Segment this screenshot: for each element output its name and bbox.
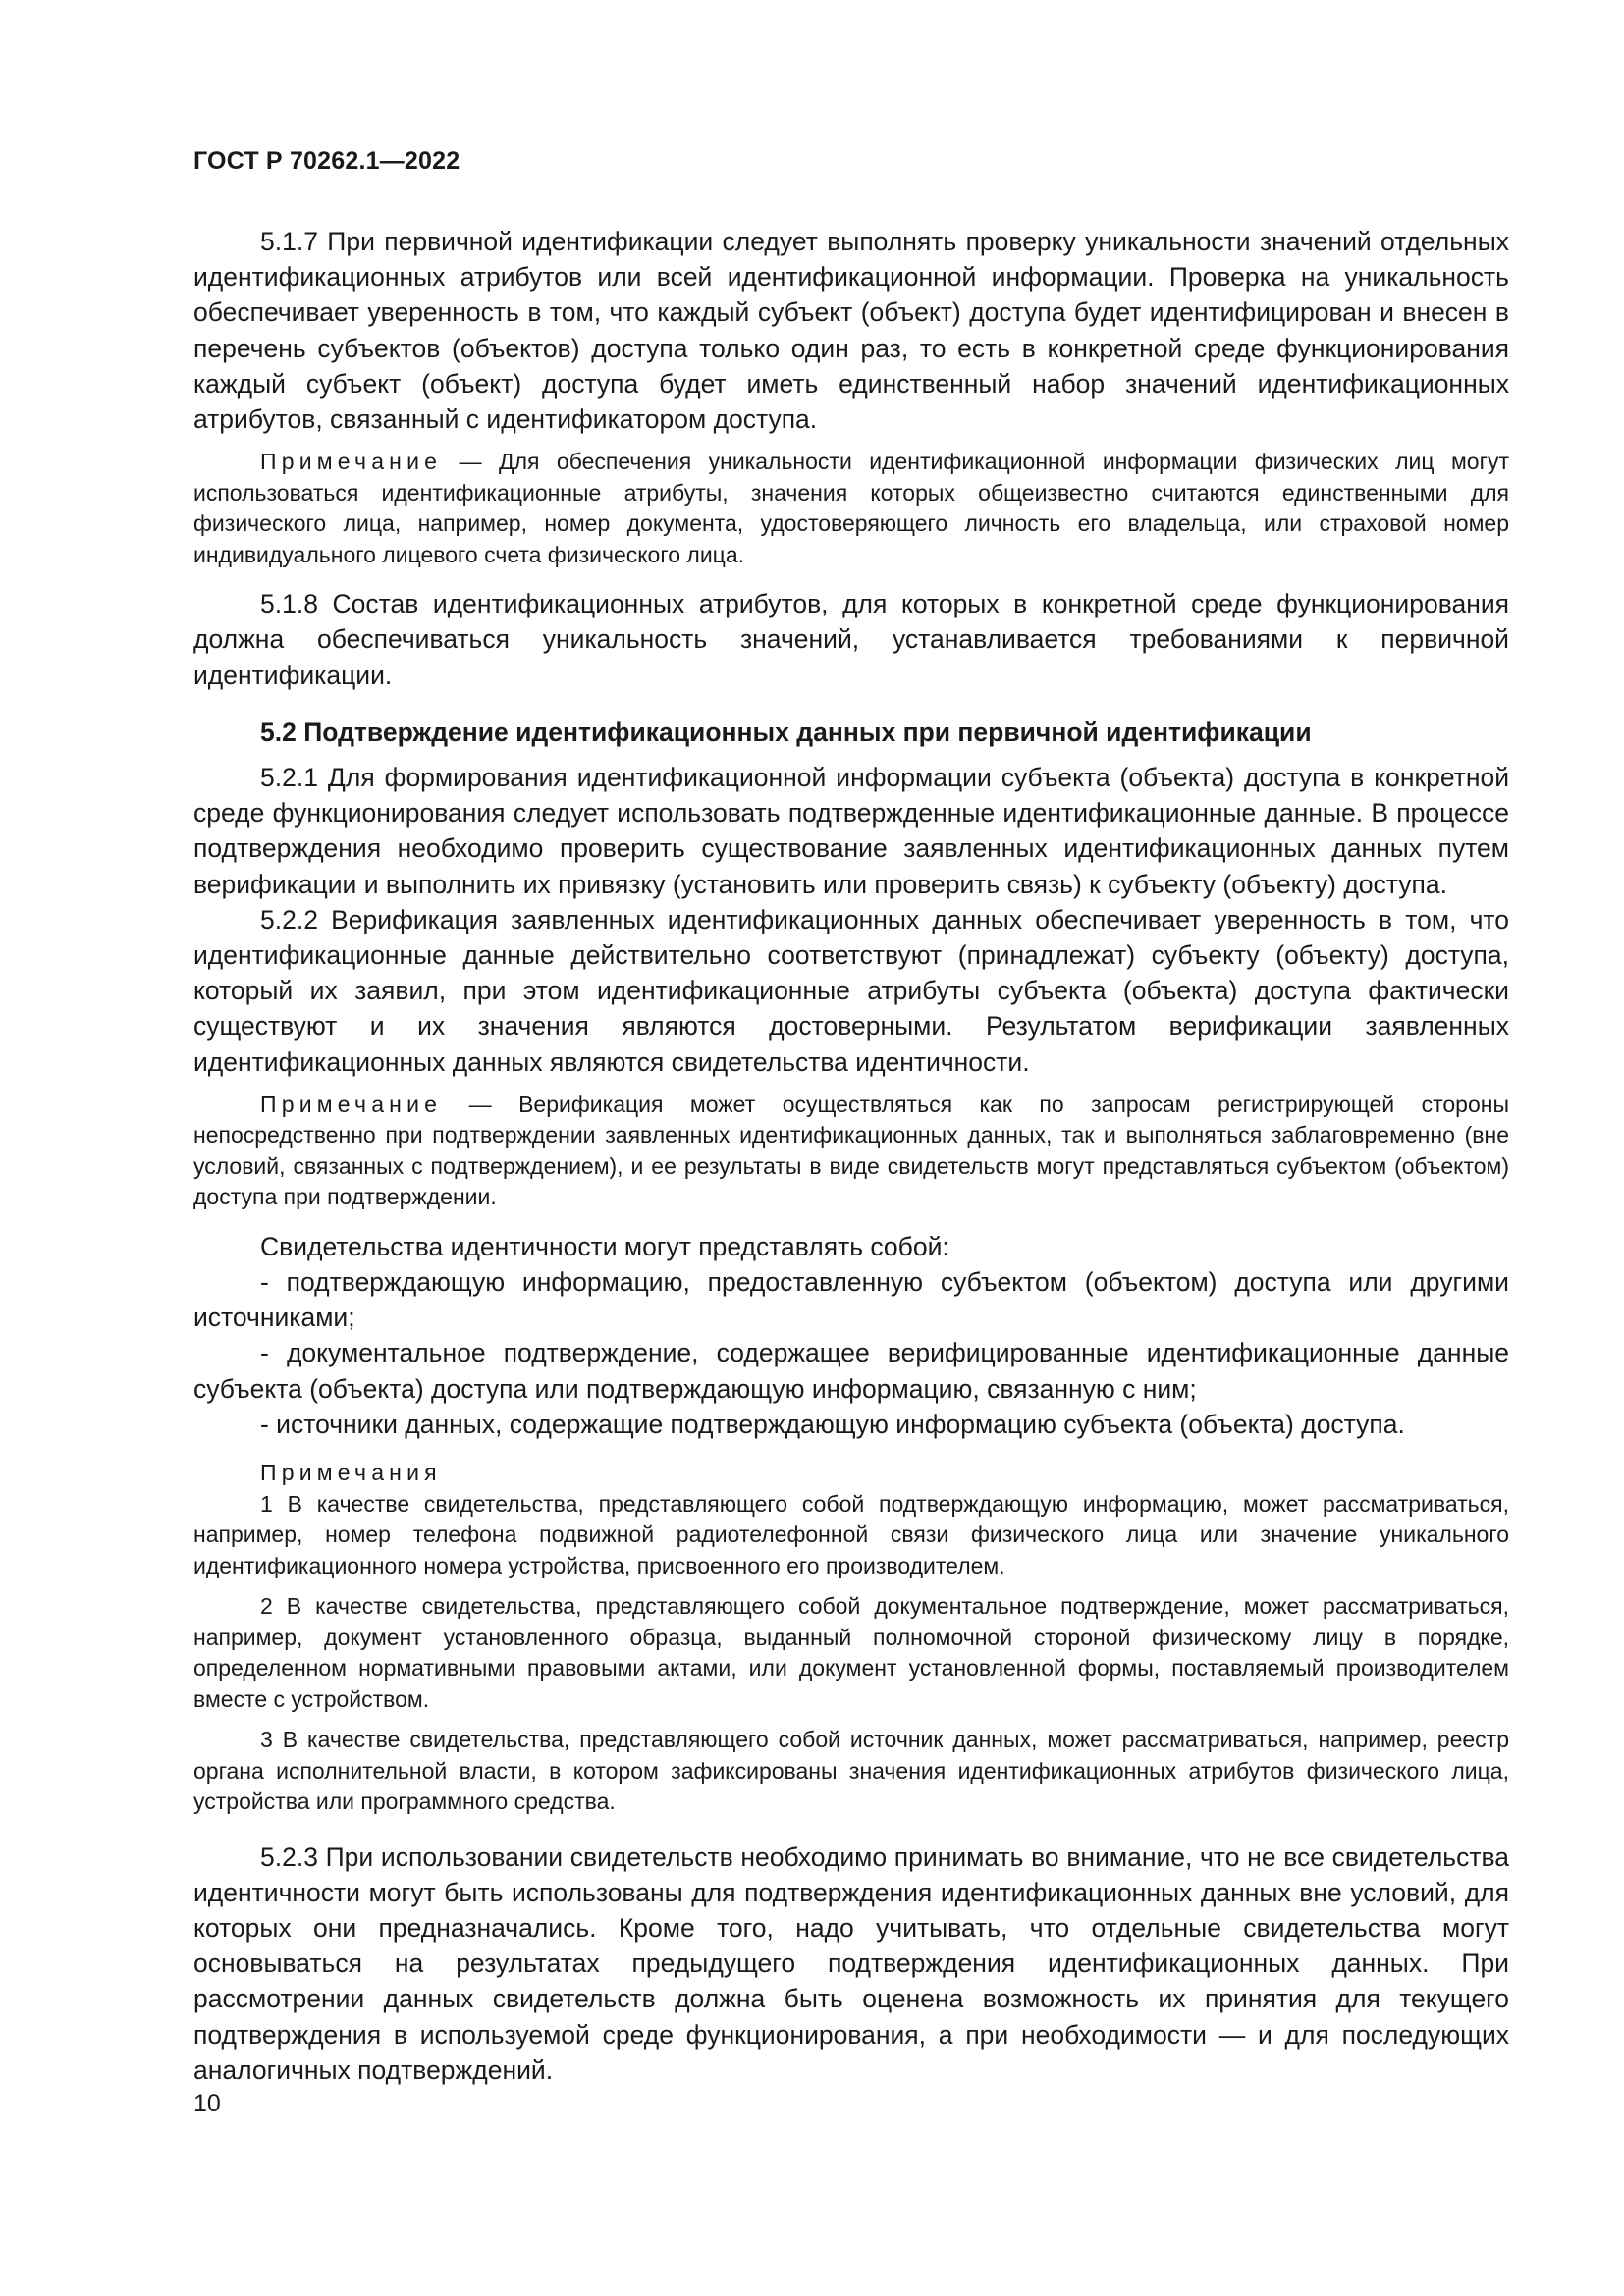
paragraph-5-2-3: 5.2.3 При использовании свидетельств необходимо принимать во внимание, что не все свидетельства идентичности могут быть использованы для подтверждения идентификационных данных вне условий, для которых они предназначались. Кроме того, надо учитывать, что отдельные свидетельства могут основываться на результатах предыдущего подтверждения идентификационных данных. При рассмотрении данных свидетельств должна быть оценена возможность их принятия для текущего подтверждения в используемой среде функционирования, а при необходимости — и для последующих аналогичных подтверждений.: [193, 1842, 1509, 2085]
paragraph-5-1-8: 5.1.8 Состав идентификационных атрибутов, для которых в конкретной среде функционирования должна обеспечиваться уникальность значений, устанавливается требованиями к первичной идентификации.: [193, 589, 1509, 690]
note-label: Примечание: [260, 1091, 443, 1117]
section-heading-5-2: 5.2 Подтверждение идентификационных данных при первичной идентификации: [260, 717, 1312, 747]
paragraph-5-1-7: 5.1.7 При первичной идентификации следует выполнять проверку уникальности значений отдельных идентификационных атрибутов или всей идентификационной информации. Проверка на уникальность обеспечивает уверенность в том, что каждый субъект (объект) доступа будет идентифицирован и внесен в перечень субъектов (объектов) доступа только один раз, то есть в конкретной среде функционирования каждый субъект (объект) доступа будет иметь единственный набор значений идентификационных атрибутов, связанный с идентификатором доступа.: [193, 227, 1509, 435]
list-item: - источники данных, содержащие подтверждающую информацию субъекта (объекта) доступа.: [260, 1409, 1405, 1439]
evidence-intro: Свидетельства идентичности могут представлять собой:: [260, 1231, 949, 1261]
note-verification: [193, 1090, 1509, 1213]
paragraph-5-2-1: 5.2.1 Для формирования идентификационной информации субъекта (объекта) доступа в конкретной среде функционирования следует использовать подтвержденные идентификационные данные. В процессе подтверждения необходимо проверить существование заявленных идентификационных данных путем верификации и выполнить их привязку (установить или проверить связь) к субъекту (объекту) доступа.: [193, 763, 1509, 899]
note-text: — Верификация может осуществляться как по запросам регистрирующей стороны непосредственно при подтверждении заявленных идентификационных данных, так и выполняться заблаговременно (вне условий, связанных с подтверждением), и ее результаты в виде свидетельств могут представляться субъектом (объектом) доступа при подтверждении.: [193, 1091, 1509, 1210]
paragraph-5-2-2: 5.2.2 Верификация заявленных идентификационных данных обеспечивает уверенность в том, что идентификационные данные действительно соответствуют (принадлежат) субъекту (объекту) доступа, который их заявил, при этом идентификационные атрибуты субъекта (объекта) доступа фактически существуют и их значения являются достоверными. Результатом верификации заявленных идентификационных данных являются свидетельства идентичности.: [193, 904, 1509, 1077]
list-item: - документальное подтверждение, содержащее верифицированные идентификационные данные субъекта (объекта) доступа или подтверждающую информацию, связанную с ним;: [193, 1338, 1509, 1404]
list-item: - подтверждающую информацию, предоставленную субъектом (объектом) доступа или другими источниками;: [193, 1267, 1509, 1333]
note-label: Примечание: [260, 449, 443, 475]
document-header: ГОСТ Р 70262.1—2022: [193, 147, 460, 175]
note-text: — Для обеспечения уникальности идентификационной информации физических лиц могут использоваться идентификационные атрибуты, значения которых общеизвестно считаются единственными для физического лица, например, номер документа, удостоверяющего личность его владельца, или страховой номер индивидуального лицевого счета физического лица.: [193, 449, 1509, 567]
note-item: 1 В качестве свидетельства, представляющего собой подтверждающую информацию, может рассматриваться, например, номер телефона подвижной радиотелефонной связи физического лица или значение уникального идентификационного номера устройства, присвоенного его производителем.: [193, 1490, 1509, 1578]
notes-heading: Примечания: [260, 1460, 442, 1486]
note-item: 2 В качестве свидетельства, представляющего собой документальное подтверждение, может рассматриваться, например, документ установленного образца, выданный полномочной стороной физическому лицу в порядке, определенном нормативными правовыми актами, или документ установленной формы, поставляемый производителем вместе с устройством.: [193, 1593, 1509, 1712]
note-uniqueness: [193, 447, 1509, 570]
document-body: [193, 224, 1509, 2088]
page-number: 10: [193, 2090, 221, 2117]
note-item: 3 В качестве свидетельства, представляющего собой источник данных, может рассматриваться, например, реестр органа исполнительной власти, в котором зафиксированы значения идентификационных атрибутов физического лица, устройства или программного средства.: [193, 1727, 1509, 1815]
